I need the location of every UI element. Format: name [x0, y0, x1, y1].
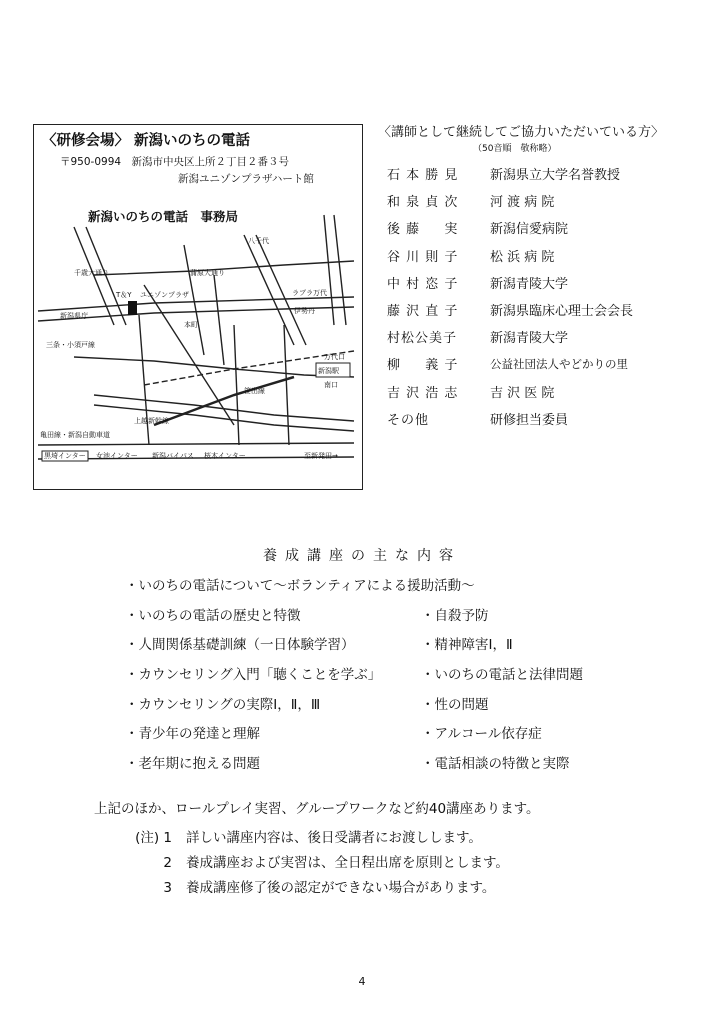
label-chitose: 千歳大通り [74, 269, 109, 277]
map-address: 〒950-0994 新潟市中央区上所２丁目２番３号 [60, 156, 290, 168]
road [74, 357, 354, 377]
course-title: 養成講座の主な内容 [263, 548, 461, 564]
course-item: ・精神障害Ⅰ，Ⅱ [421, 637, 513, 654]
note-item: 2 養成講座および実習は、全日程出席を原則とします。 [163, 855, 509, 871]
road [284, 325, 289, 445]
lecturer-subtitle: （50音順 敬称略） [473, 144, 557, 154]
lecturer-row: 柳 義 子 公益社団法人やどかりの里 [387, 356, 628, 374]
label-shibata: 至新発田→ [304, 452, 338, 460]
course-item: ・人間関係基礎訓練（一日体験学習） [125, 637, 355, 654]
label-sakuragi-ic: 桜木インター [204, 452, 246, 460]
label-onoike: 女池インター [96, 452, 138, 460]
course-item: ・電話相談の特徴と実際 [421, 756, 570, 773]
lecturer-row: 藤 沢 直 子 新潟県臨床心理士会会長 [387, 304, 634, 320]
label-station: 新潟駅 [318, 367, 339, 375]
road [244, 235, 294, 345]
label-rapura: ラブラ万代 [292, 289, 327, 297]
label-yasaka: 八千代 [248, 237, 269, 245]
office-label: 新潟いのちの電話 事務局 [88, 209, 239, 224]
label-honmachi: 本町 [184, 321, 198, 329]
lecturer-row: 村松公美子 新潟青陵大学 [387, 331, 569, 347]
course-item: ・アルコール依存症 [421, 726, 542, 743]
map-header [42, 133, 314, 188]
page-number: 4 [358, 975, 366, 988]
map-building: 新潟ユニゾンプラザハート館 [178, 173, 314, 185]
lecturer-row: 谷 川 則 子 松 浜 病 院 [387, 249, 555, 265]
course-item: ・カウンセリングの実際Ⅰ，Ⅱ，Ⅲ [125, 696, 321, 713]
lecturer-row: 後 藤 実 新潟信愛病院 [387, 222, 569, 238]
course-item: ・いのちの電話の歴史と特徴 [125, 607, 301, 624]
road [234, 325, 239, 445]
label-jr: 上越新幹線 [134, 417, 169, 425]
expressway [38, 443, 354, 445]
lecturer-row: 石 本 勝 見 新潟県立大学名誉教授 [387, 168, 621, 184]
lecturer-row: その他 研修担当委員 [387, 412, 569, 428]
course-item: ・いのちの電話について～ボランティアによる援助活動～ [125, 578, 475, 594]
notes-list [120, 826, 509, 901]
course-list [0, 570, 724, 778]
access-map [33, 124, 363, 490]
label-ise: 伊勢丹 [294, 307, 315, 315]
lecturer-list [378, 121, 718, 432]
course-item: ・老年期に抱える問題 [125, 756, 260, 773]
note-item: (注) 1 詳しい講座内容は、後日受講者にお渡しします。 [135, 830, 482, 846]
label-sakae: 笹出線 [244, 387, 265, 395]
label-minami: 南口 [324, 381, 338, 389]
label-bandai: 万代口 [324, 353, 345, 361]
label-kuroi: 黒埼インター [44, 452, 86, 460]
label-bypass: 新潟バイパス [152, 452, 194, 460]
map-title: 〈研修会場〉 新潟いのちの電話 [42, 133, 251, 149]
lecturer-title: 〈講師として継続してご協力いただいている方〉 [378, 125, 665, 140]
course-item: ・青少年の発達と理解 [125, 726, 260, 743]
label-hamaura: 蒲原大通り [190, 269, 225, 277]
lecturer-row: 和 泉 貞 次 河 渡 病 院 [387, 195, 555, 211]
road [214, 275, 224, 365]
note-item: 3 養成講座修了後の認定ができない場合があります。 [163, 880, 496, 896]
notes-lead: 上記のほか、ロールプレイ実習、グループワークなど約40講座あります。 [94, 801, 540, 817]
unison-building [128, 301, 137, 315]
shinkansen [154, 377, 294, 425]
label-sakuragi: 三条・小須戸線 [46, 341, 95, 349]
course-item: ・いのちの電話と法律問題 [421, 667, 583, 684]
label-ty: T＆Y [116, 291, 132, 299]
label-prefecture: 新潟県庁 [60, 312, 88, 320]
road [184, 245, 204, 355]
course-item: ・性の問題 [421, 696, 489, 713]
course-item: ・カウンセリング入門「聴くことを学ぶ」 [125, 667, 382, 684]
road [139, 315, 149, 445]
road [334, 215, 346, 325]
lecturer-row: 中 村 恣 子 新潟青陵大学 [387, 276, 569, 292]
label-bypass-route: 亀田線・新潟自動車道 [40, 431, 110, 439]
label-unison: ユニゾンプラザ [140, 291, 189, 299]
lecturer-row: 吉 沢 浩 志 吉 沢 医 院 [387, 385, 555, 401]
course-item: ・自殺予防 [421, 607, 489, 624]
